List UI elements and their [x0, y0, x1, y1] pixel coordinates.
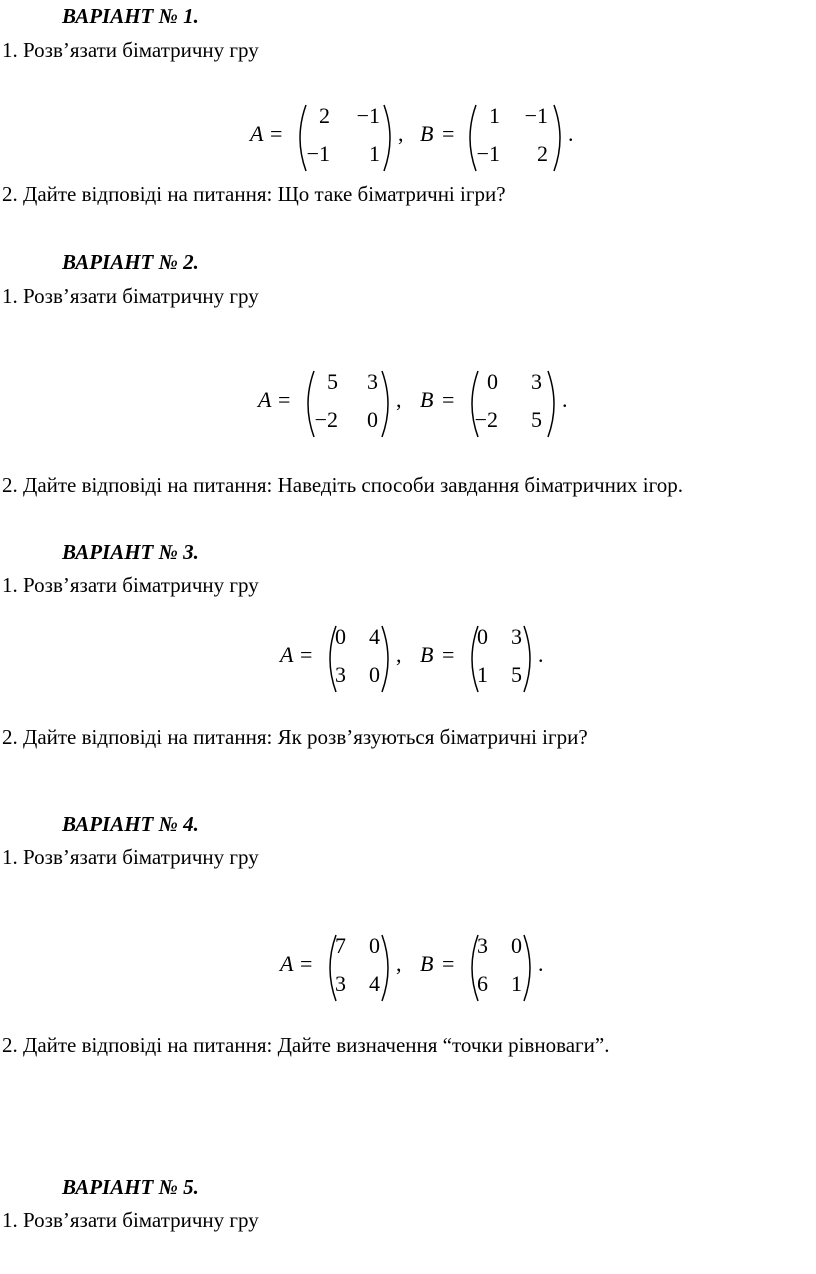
- matrix-b-cell: −2: [474, 407, 498, 432]
- matrix-a-cell: −1: [356, 103, 380, 128]
- right-paren: [378, 624, 396, 694]
- matrix-b-cell: 0: [511, 933, 522, 958]
- variant-3-equation: [280, 624, 580, 694]
- matrix-a-cell: 3: [335, 662, 346, 687]
- matrix-a-label: A: [258, 387, 272, 412]
- matrix-b-cell: −1: [524, 103, 548, 128]
- equals-sign: =: [442, 951, 455, 976]
- matrix-a-cell: −1: [306, 141, 330, 166]
- variant-1-task-1: 1. Розв’язати біматричну гру: [2, 38, 259, 62]
- variant-2-title: ВАРІАНТ № 2.: [62, 250, 199, 274]
- variant-4-title: ВАРІАНТ № 4.: [62, 812, 199, 836]
- equals-sign: =: [442, 121, 455, 146]
- matrix-a-cell: 4: [369, 624, 380, 649]
- matrix-b-cell: 0: [477, 624, 488, 649]
- comma: ,: [396, 951, 402, 976]
- equals-sign: =: [278, 387, 291, 412]
- variant-3-task-2: 2. Дайте відповіді на питання: Як розв’язуються біматричні ігри?: [2, 725, 588, 749]
- matrix-b-cell: 3: [477, 933, 488, 958]
- right-paren: [380, 103, 398, 173]
- variant-4-equation: [280, 933, 580, 1003]
- matrix-b-cell: 3: [511, 624, 522, 649]
- variant-3-task-1: 1. Розв’язати біматричну гру: [2, 573, 259, 597]
- matrix-b-label: B: [420, 951, 434, 976]
- right-paren: [520, 624, 538, 694]
- matrix-b-label: B: [420, 387, 434, 412]
- right-paren: [520, 933, 538, 1003]
- matrix-a-label: A: [280, 951, 294, 976]
- variant-4-task-2: 2. Дайте відповіді на питання: Дайте визначення “точки рівноваги”.: [2, 1033, 610, 1057]
- equals-sign: =: [300, 642, 313, 667]
- comma: ,: [396, 387, 402, 412]
- matrix-b-cell: 6: [477, 971, 488, 996]
- matrix-a-cell: 1: [369, 141, 380, 166]
- right-paren: [378, 933, 396, 1003]
- right-paren: [544, 369, 562, 439]
- matrix-a-cell: 7: [335, 933, 346, 958]
- matrix-a-cell: 0: [335, 624, 346, 649]
- matrix-b-cell: 5: [531, 407, 542, 432]
- matrix-a-cell: 3: [335, 971, 346, 996]
- matrix-a-cell: 0: [369, 662, 380, 687]
- variant-5-title: ВАРІАНТ № 5.: [62, 1175, 199, 1199]
- matrix-b-label: B: [420, 121, 434, 146]
- variant-1-task-2: 2. Дайте відповіді на питання: Що таке біматричні ігри?: [2, 182, 506, 206]
- equals-sign: =: [442, 642, 455, 667]
- matrix-b-cell: 5: [511, 662, 522, 687]
- variant-2-task-1: 1. Розв’язати біматричну гру: [2, 284, 259, 308]
- variant-1-equation: [250, 103, 580, 173]
- matrix-a-cell: 0: [369, 933, 380, 958]
- matrix-b-cell: 0: [487, 369, 498, 394]
- matrix-b-cell: 1: [477, 662, 488, 687]
- matrix-b-cell: 1: [489, 103, 500, 128]
- variant-5-task-1: 1. Розв’язати біматричну гру: [2, 1208, 259, 1232]
- comma: ,: [398, 121, 404, 146]
- matrix-b-cell: −1: [476, 141, 500, 166]
- matrix-a-cell: 4: [369, 971, 380, 996]
- variant-3-title: ВАРІАНТ № 3.: [62, 540, 199, 564]
- variant-1-title: ВАРІАНТ № 1.: [62, 4, 199, 28]
- period: .: [538, 642, 544, 667]
- matrix-b-label: B: [420, 642, 434, 667]
- matrix-a-cell: 5: [327, 369, 338, 394]
- matrix-a-label: A: [280, 642, 294, 667]
- period: .: [538, 951, 544, 976]
- equals-sign: =: [300, 951, 313, 976]
- equals-sign: =: [442, 387, 455, 412]
- matrix-a-cell: 0: [367, 407, 378, 432]
- period: .: [562, 387, 568, 412]
- matrix-a-cell: 3: [367, 369, 378, 394]
- comma: ,: [396, 642, 402, 667]
- matrix-b-cell: 3: [531, 369, 542, 394]
- matrix-a-cell: 2: [319, 103, 330, 128]
- matrix-b-cell: 1: [511, 971, 522, 996]
- variant-2-equation: [258, 369, 588, 439]
- variant-4-task-1: 1. Розв’язати біматричну гру: [2, 845, 259, 869]
- matrix-a-label: A: [250, 121, 264, 146]
- right-paren: [378, 369, 396, 439]
- matrix-b-cell: 2: [537, 141, 548, 166]
- period: .: [568, 121, 574, 146]
- right-paren: [550, 103, 568, 173]
- matrix-a-cell: −2: [314, 407, 338, 432]
- variant-2-task-2: 2. Дайте відповіді на питання: Наведіть способи завдання біматричних ігор.: [2, 473, 683, 497]
- equals-sign: =: [270, 121, 283, 146]
